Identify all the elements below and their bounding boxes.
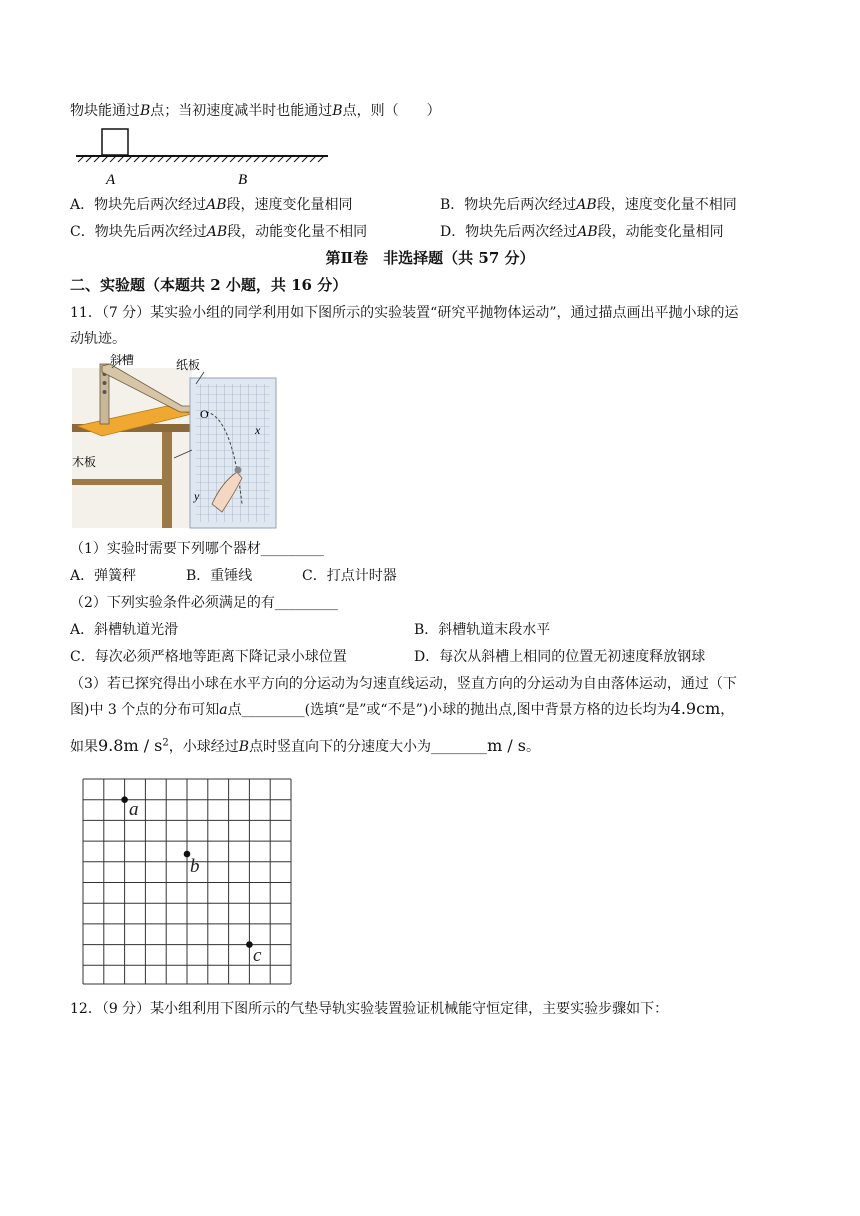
q11-sub1-option-c[interactable]: C．打点计时器: [302, 568, 397, 584]
velocity-unit: m / s: [487, 736, 527, 755]
q10-stem-b1: B: [140, 103, 151, 119]
option-pre: 物块先后两次经过: [465, 224, 578, 240]
q10-option-a[interactable]: [70, 194, 353, 214]
q11-sub2-option-b[interactable]: B．斜槽轨道末段水平: [414, 622, 551, 638]
option-key: B．: [440, 197, 465, 213]
sub3-line3-pre: 如果: [70, 739, 98, 755]
option-pre: 物块先后两次经过: [94, 197, 207, 213]
option-post: 段，速度变化量相同: [226, 197, 353, 213]
sub3-line3-post: 点时竖直向下的分速度大小为________: [249, 739, 488, 755]
sub3-line3-end: 。: [526, 739, 541, 755]
q10-incline-figure: [70, 124, 335, 188]
gravity-value: 9.8m / s: [98, 736, 163, 755]
sub3-line3-mid: ，小球经过: [168, 739, 239, 755]
option-seg: AB: [206, 224, 228, 240]
q11-sub3-line3: [70, 736, 540, 756]
q12-text: 12．（9 分）某小组利用下图所示的气垫导轨实验装置验证机械能守恒定律，主要实验步骤如下：: [70, 1001, 669, 1017]
q11-sub1-option-a[interactable]: A．弹簧秤: [70, 568, 137, 584]
option-seg: AB: [206, 197, 227, 213]
point-b-label: B: [238, 172, 248, 188]
point-a-dot: [121, 796, 128, 803]
point-a-label: A: [106, 172, 116, 188]
q10-option-d[interactable]: [440, 221, 724, 241]
block-shape: [102, 129, 128, 155]
origin-label: O: [200, 407, 209, 421]
q11-apparatus-figure: [72, 354, 282, 530]
q10-stem-b2: B: [332, 103, 343, 119]
sub3-line2-end: ，: [720, 702, 735, 718]
q11-line1: 11．（7 分）某实验小组的同学利用如下图所示的实验装置“研究平抛物体运动”，通过描点画出平抛小球的运: [70, 305, 739, 321]
option-post: 段，动能变化量相同: [597, 224, 724, 240]
option-key: D．: [440, 224, 466, 240]
sub3-point-a: a: [219, 702, 228, 718]
chute-label: 斜槽: [110, 354, 135, 367]
q11-sub2-text: （2）下列实验条件必须满足的有_________: [70, 595, 338, 611]
q10-stem: [70, 100, 441, 120]
grid-label-b: b: [190, 856, 200, 877]
table-rail: [72, 479, 167, 485]
q11-sub2-option-d[interactable]: D．每次从斜槽上相同的位置无初速度释放钢球: [414, 649, 706, 665]
q10-stem-mid: 点；当初速度减半时也能通过: [150, 103, 333, 119]
wall-area: [72, 368, 192, 528]
q10-stem-post: 点，则（ ）: [342, 103, 441, 119]
option-pre: 物块先后两次经过: [94, 224, 207, 240]
q11-sub3-line1: （3）若已探究得出小球在水平方向的分运动为匀速直线运动，竖直方向的分运动为自由落体运动，通过（下: [70, 676, 737, 692]
sub3-point-b: B: [238, 739, 250, 755]
section2-title: 二、实验题（本题共 2 小题，共 16 分）: [70, 276, 348, 294]
q11-sub2-option-c[interactable]: C．每次必须严格地等距离下降记录小球位置: [70, 649, 347, 665]
q11-grid-figure: [82, 778, 294, 986]
x-axis-label: x: [255, 423, 261, 437]
part2-title: 第Ⅱ卷 非选择题（共 57 分）: [325, 249, 535, 267]
option-post: 段，动能变化量不相同: [227, 224, 368, 240]
wood-label: 木板: [72, 455, 97, 469]
option-seg: AB: [576, 197, 597, 213]
grid-label-c: c: [253, 945, 262, 966]
grid-label-a: a: [129, 799, 139, 820]
sub3-line2-pre: 图)中 3 个点的分布可知: [70, 702, 220, 718]
q10-option-b[interactable]: [440, 194, 737, 214]
q11-sub1-option-b[interactable]: B．重锤线: [186, 568, 253, 584]
q10-option-c[interactable]: [70, 221, 367, 241]
board-label: 纸板: [176, 358, 201, 372]
option-key: A．: [70, 197, 95, 213]
q11-line2: 动轨迹。: [70, 331, 126, 347]
grid-size-value: 4.9cm: [670, 699, 721, 718]
y-axis-label: y: [194, 489, 200, 503]
sub3-line2-mid: 点_________(选填“是”或“不是”)小球的抛出点,图中背景方格的边长均为: [227, 702, 671, 718]
option-pre: 物块先后两次经过: [464, 197, 577, 213]
q10-stem-pre: 物块能通过: [70, 103, 140, 119]
option-post: 段，速度变化量不相同: [596, 197, 737, 213]
q11-sub2-option-a[interactable]: A．斜槽轨道光滑: [70, 622, 179, 638]
option-key: C．: [70, 224, 95, 240]
q11-sub3-line2: [70, 699, 734, 719]
option-seg: AB: [577, 224, 598, 240]
gravity-exponent: 2: [162, 737, 169, 749]
pencil-ball: [235, 467, 242, 474]
point-c-dot: [246, 941, 253, 948]
q11-sub1-text: （1）实验时需要下列哪个器材_________: [70, 541, 324, 557]
